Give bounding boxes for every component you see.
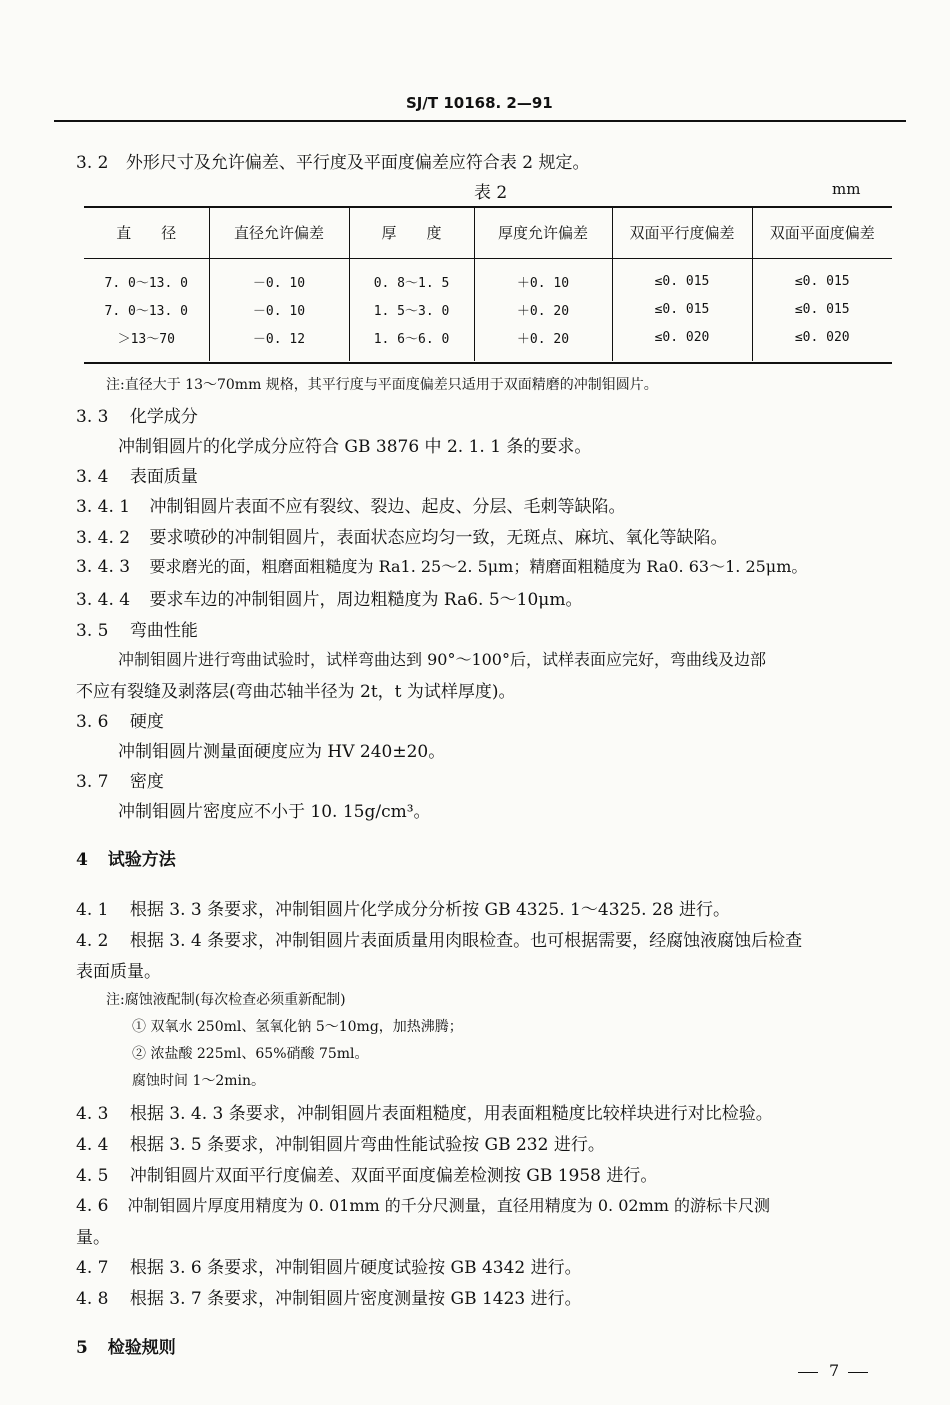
item-4-6-line2: 量。 xyxy=(76,1228,110,1248)
table-cell: ≤0. 015 xyxy=(752,295,892,323)
table-cell: ＋0. 20 xyxy=(474,323,612,361)
col-header: 厚 度 xyxy=(349,207,474,259)
section-title: 弯曲性能 xyxy=(129,621,198,641)
item-4-4 xyxy=(76,1130,605,1155)
item-number: 4. 6 xyxy=(76,1196,109,1216)
section-title: 表面质量 xyxy=(129,467,198,487)
section-number: 3. 4 xyxy=(76,467,109,487)
item-3-4-2 xyxy=(76,523,727,548)
col-header: 直径允许偏差 xyxy=(209,207,349,259)
table-cell: ≤0. 015 xyxy=(612,259,752,296)
item-4-2 xyxy=(76,926,802,951)
table-cell: ＋0. 20 xyxy=(474,295,612,323)
item-4-5 xyxy=(76,1161,657,1186)
table-cell: －0. 10 xyxy=(209,295,349,323)
note-line: 腐蚀时间 1～2min。 xyxy=(132,1073,266,1089)
section-3-6-heading xyxy=(76,707,164,732)
section-3-5-line2: 不应有裂缝及剥落层(弯曲芯轴半径为 2t，t 为试样厚度)。 xyxy=(76,682,516,702)
item-text: 根据 3. 3 条要求，冲制钼圆片化学成分分析按 GB 4325. 1～4325. 28 进行。 xyxy=(129,900,730,920)
section-number: 3. 2 xyxy=(76,153,109,173)
table-unit: mm xyxy=(832,180,861,198)
section-3-7-heading xyxy=(76,767,164,792)
item-text: 根据 3. 4 条要求，冲制钼圆片表面质量用肉眼检查。也可根据需要，经腐蚀液腐蚀后检查 xyxy=(129,931,803,951)
item-text: 冲制钼圆片双面平行度偏差、双面平面度偏差检测按 GB 1958 进行。 xyxy=(129,1166,658,1186)
page-number-dash xyxy=(798,1372,818,1373)
section-3-6-body: 冲制钼圆片测量面硬度应为 HV 240±20。 xyxy=(118,742,446,762)
section-number: 3. 5 xyxy=(76,621,109,641)
note-title: 注:腐蚀液配制(每次检查必须重新配制) xyxy=(106,992,346,1008)
section-number: 5 xyxy=(76,1338,88,1358)
item-number: 4. 5 xyxy=(76,1166,109,1186)
item-number: 4. 4 xyxy=(76,1135,109,1155)
section-number: 3. 7 xyxy=(76,772,109,792)
item-text: 根据 3. 6 条要求，冲制钼圆片硬度试验按 GB 4342 进行。 xyxy=(129,1258,582,1278)
section-number: 3. 3 xyxy=(76,407,109,427)
table-cell: 0. 8～1. 5 xyxy=(349,259,474,296)
section-3-2 xyxy=(76,148,589,173)
note-line: ② 浓盐酸 225ml、65%硝酸 75ml。 xyxy=(132,1046,369,1062)
table-cell: －0. 12 xyxy=(209,323,349,361)
item-4-8 xyxy=(76,1284,582,1309)
item-text: 要求车边的冲制钼圆片，周边粗糙度为 Ra6. 5～10μm。 xyxy=(149,590,583,610)
table-row xyxy=(84,259,892,296)
item-number: 3. 4. 3 xyxy=(76,557,131,577)
item-text: 冲制钼圆片厚度用精度为 0. 01mm 的千分尺测量，直径用精度为 0. 02mm 的游标卡尺测 xyxy=(127,1196,771,1215)
section-5-heading xyxy=(76,1333,176,1358)
table-cell: 7. 0～13. 0 xyxy=(84,295,209,323)
item-number: 3. 4. 2 xyxy=(76,528,131,548)
section-title: 试验方法 xyxy=(107,850,176,870)
item-number: 4. 1 xyxy=(76,900,109,920)
item-number: 4. 3 xyxy=(76,1104,109,1124)
table-cell: ≤0. 020 xyxy=(612,323,752,361)
section-3-5-heading xyxy=(76,616,198,641)
item-text: 根据 3. 5 条要求，冲制钼圆片弯曲性能试验按 GB 232 进行。 xyxy=(129,1135,605,1155)
col-header: 厚度允许偏差 xyxy=(474,207,612,259)
section-title: 硬度 xyxy=(129,712,164,732)
item-3-4-4 xyxy=(76,585,582,610)
col-header: 双面平行度偏差 xyxy=(612,207,752,259)
section-title: 化学成分 xyxy=(129,407,198,427)
table-header-row xyxy=(84,207,892,259)
item-text: 根据 3. 7 条要求，冲制钼圆片密度测量按 GB 1423 进行。 xyxy=(129,1289,582,1309)
section-title: 检验规则 xyxy=(107,1338,176,1358)
note-line: ① 双氧水 250ml、氢氧化钠 5～10mg，加热沸腾； xyxy=(132,1019,463,1035)
table-row xyxy=(84,295,892,323)
item-text: 冲制钼圆片表面不应有裂纹、裂边、起皮、分层、毛刺等缺陷。 xyxy=(149,497,626,517)
section-text: 外形尺寸及允许偏差、平行度及平面度偏差应符合表 2 规定。 xyxy=(125,153,590,173)
section-number: 3. 6 xyxy=(76,712,109,732)
item-number: 4. 2 xyxy=(76,931,109,951)
item-4-1 xyxy=(76,895,730,920)
col-header: 双面平面度偏差 xyxy=(752,207,892,259)
section-title: 密度 xyxy=(129,772,164,792)
item-number: 3. 4. 4 xyxy=(76,590,131,610)
item-number: 4. 8 xyxy=(76,1289,109,1309)
item-number: 3. 4. 1 xyxy=(76,497,131,517)
spec-table xyxy=(84,207,892,361)
item-text: 要求喷砂的冲制钼圆片，表面状态应均匀一致，无斑点、麻坑、氧化等缺陷。 xyxy=(149,528,728,548)
page-number-dash xyxy=(848,1372,868,1373)
item-text: 根据 3. 4. 3 条要求，冲制钼圆片表面粗糙度，用表面粗糙度比较样块进行对比检验。 xyxy=(129,1104,773,1124)
section-3-7-body: 冲制钼圆片密度应不小于 10. 15g/cm³。 xyxy=(118,802,431,822)
table-cell: 7. 0～13. 0 xyxy=(84,259,209,296)
col-header: 直 径 xyxy=(84,207,209,259)
section-3-3-body: 冲制钼圆片的化学成分应符合 GB 3876 中 2. 1. 1 条的要求。 xyxy=(118,437,592,457)
item-4-7 xyxy=(76,1253,582,1278)
section-3-5-line1: 冲制钼圆片进行弯曲试验时，试样弯曲达到 90°～100°后，试样表面应完好，弯曲线及边部 xyxy=(118,650,766,669)
table-cell: －0. 10 xyxy=(209,259,349,296)
table-cell: ≤0. 015 xyxy=(612,295,752,323)
header-rule xyxy=(54,120,906,122)
table-cell: ≤0. 020 xyxy=(752,323,892,361)
section-4-heading xyxy=(76,845,176,870)
page-number: 7 xyxy=(829,1361,840,1380)
item-4-3 xyxy=(76,1099,773,1124)
standard-code: SJ/T 10168. 2—91 xyxy=(406,94,553,112)
table-cell: ≤0. 015 xyxy=(752,259,892,296)
section-number: 4 xyxy=(76,850,88,870)
item-4-6 xyxy=(76,1193,770,1216)
item-3-4-1 xyxy=(76,492,625,517)
table-note: 注:直径大于 13～70mm 规格，其平行度与平面度偏差只适用于双面精磨的冲制钼圆片。 xyxy=(106,377,658,393)
table-cell: 1. 5～3. 0 xyxy=(349,295,474,323)
section-3-3-heading xyxy=(76,402,198,427)
table-caption: 表 2 xyxy=(474,183,508,203)
item-4-2-line2: 表面质量。 xyxy=(76,962,161,982)
section-3-4-heading xyxy=(76,462,198,487)
item-3-4-3 xyxy=(76,554,807,577)
table-bottom-rule xyxy=(84,362,892,364)
item-number: 4. 7 xyxy=(76,1258,109,1278)
table-cell: ＞13～70 xyxy=(84,323,209,361)
table-cell: ＋0. 10 xyxy=(474,259,612,296)
item-text: 要求磨光的面，粗磨面粗糙度为 Ra1. 25～2. 5μm；精磨面粗糙度为 Ra0. 63～1. 25μm。 xyxy=(149,557,808,576)
table-cell: 1. 6～6. 0 xyxy=(349,323,474,361)
table-row xyxy=(84,323,892,361)
